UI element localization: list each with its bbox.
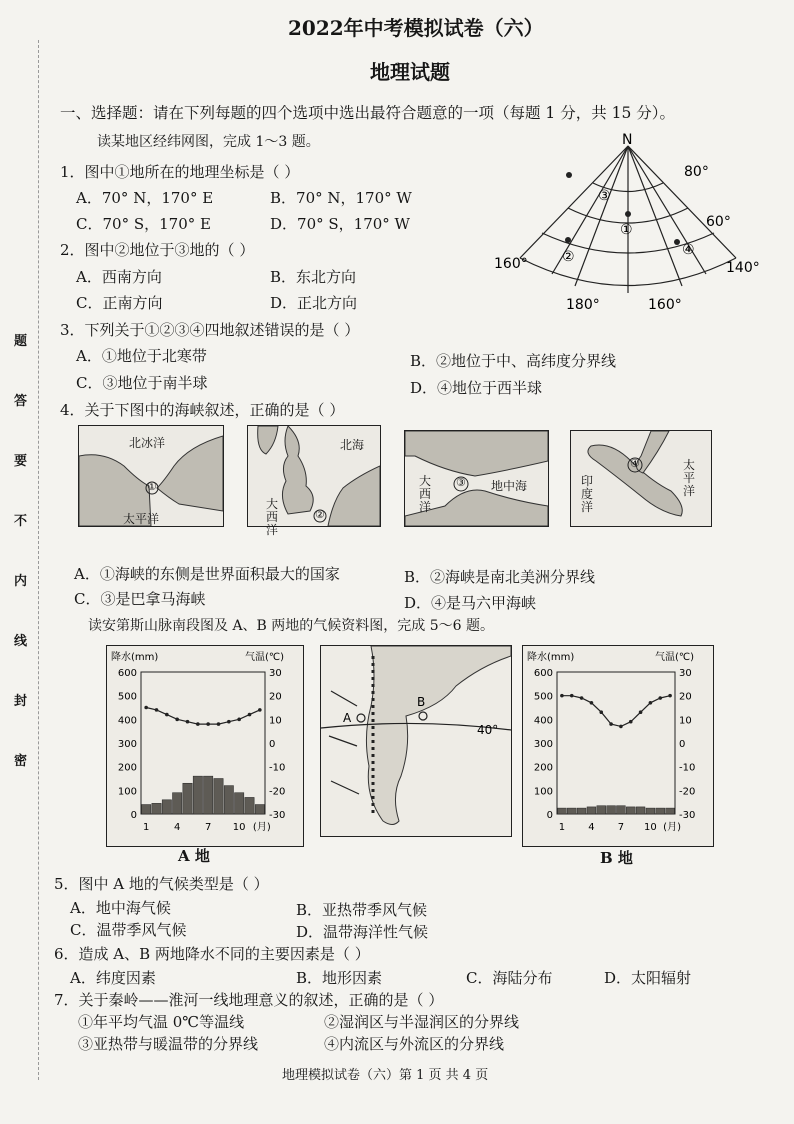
- temperature-point: [237, 718, 241, 722]
- precip-tick-label: 400: [117, 715, 137, 727]
- map-point-a: A: [343, 711, 352, 725]
- temp-tick-label: -10: [269, 762, 286, 774]
- month-unit-label: (月): [252, 822, 271, 833]
- precip-bar: [617, 806, 626, 814]
- climate-chart-a-svg: [107, 646, 303, 846]
- q6-option-d[interactable]: D．太阳辐射: [604, 969, 692, 987]
- point-2-label: ②: [562, 249, 575, 265]
- q6-option-a[interactable]: A．纬度因素: [70, 969, 156, 987]
- precip-bar: [214, 779, 223, 815]
- strait-2-mark: ②: [315, 508, 325, 521]
- q3-option-a[interactable]: A．①地位于北寒带: [76, 347, 207, 365]
- question-2: 2．图中②地位于③地的（ ）: [60, 241, 255, 259]
- strait-map-3: [404, 430, 549, 527]
- question-4: 4．关于下图中的海峡叙述，正确的是（ ）: [60, 401, 345, 419]
- point-4-label: ④: [682, 242, 695, 258]
- precip-bar: [224, 786, 233, 814]
- question-3: 3．下列关于①②③④四地叙述错误的是（ ）: [60, 321, 360, 339]
- temperature-point: [206, 722, 210, 726]
- q5-option-d[interactable]: D．温带海洋性气候: [296, 923, 429, 941]
- q3-option-c[interactable]: C．③地位于南半球: [76, 374, 208, 392]
- strait-1-mark: ①: [147, 480, 157, 493]
- section-heading: 一、选择题：请在下列每题的四个选项中选出最符合题意的一项（每题 1 分，共 15 分）。: [60, 104, 676, 122]
- precip-tick-label: 300: [533, 739, 553, 750]
- lon-160w-label: 160°: [494, 256, 528, 272]
- q2-option-d[interactable]: D．正北方向: [270, 294, 358, 312]
- month-tick-label: 1: [558, 822, 566, 833]
- strait-3-label-left: 大西洋: [419, 474, 432, 514]
- q4-option-c[interactable]: C．③是巴拿马海峡: [74, 590, 206, 608]
- precip-tick-label: 400: [533, 715, 553, 727]
- month-tick-label: 7: [204, 822, 212, 833]
- side-char: 线: [14, 634, 28, 649]
- temperature-point: [196, 722, 200, 726]
- temp-tick-label: -30: [269, 810, 286, 821]
- point-2-dot: [565, 237, 571, 243]
- q2-option-b[interactable]: B．东北方向: [270, 268, 357, 286]
- strait-4-mark: ④: [630, 457, 640, 470]
- strait-4-label-right: 太平洋: [683, 458, 696, 498]
- side-char: 不: [14, 514, 28, 529]
- north-label: N: [622, 132, 633, 148]
- lat-60-label: 60°: [706, 214, 731, 230]
- side-char: 答: [14, 394, 28, 409]
- precip-tick-label: 200: [533, 762, 553, 774]
- strait-2-label-left: 大西洋: [266, 497, 279, 537]
- lon-140-label: 140°: [726, 260, 760, 276]
- point-3-label: ③: [598, 188, 611, 204]
- precip-bar: [577, 808, 586, 814]
- q4-option-b[interactable]: B．②海峡是南北美洲分界线: [404, 568, 596, 586]
- precip-tick-label: 100: [533, 786, 553, 798]
- intro-text: 读某地区经纬网图，完成 1～3 题。: [97, 134, 320, 150]
- caption-a: A 地: [178, 847, 210, 865]
- precip-bar: [245, 797, 254, 814]
- point-4-dot: [674, 239, 680, 245]
- precip-bar: [162, 800, 171, 814]
- precip-bar: [626, 807, 635, 814]
- strait-4-label-left: 印度洋: [581, 474, 594, 514]
- question-5: 5．图中 A 地的气候类型是（ ）: [54, 875, 269, 893]
- precip-tick-label: 300: [117, 739, 137, 750]
- temp-tick-label: 20: [679, 691, 692, 703]
- andes-map-svg: [321, 646, 511, 836]
- precip-bar: [204, 776, 213, 814]
- q1-option-c[interactable]: C．70° S，170° E: [76, 215, 211, 233]
- precip-bar: [666, 808, 675, 814]
- precip-bar: [142, 805, 151, 814]
- temp-tick-label: -20: [679, 786, 696, 798]
- precip-tick-label: 600: [533, 668, 553, 679]
- precip-bar: [183, 783, 192, 814]
- question-7: 7．关于秦岭——淮河一线地理意义的叙述，正确的是（ ）: [54, 991, 444, 1009]
- precip-bar: [255, 805, 264, 814]
- month-unit-label: (月): [663, 822, 681, 833]
- q7-statement-2: ②湿润区与半湿润区的分界线: [324, 1013, 520, 1031]
- lon-160e-label: 160°: [648, 297, 682, 313]
- page-subtitle: 地理试题: [370, 60, 450, 84]
- page-footer: 地理模拟试卷（六）第 1 页 共 4 页: [282, 1068, 489, 1083]
- temperature-point: [629, 720, 633, 724]
- temp-tick-label: -10: [679, 762, 696, 774]
- temperature-point: [155, 708, 159, 712]
- precip-tick-label: 500: [533, 691, 553, 703]
- lon-180-label: 180°: [566, 297, 600, 313]
- temperature-point: [658, 696, 662, 700]
- side-char: 密: [14, 754, 28, 769]
- q7-statement-1: ①年平均气温 0℃等温线: [78, 1013, 245, 1031]
- month-tick-label: 7: [617, 822, 625, 833]
- precip-bar: [558, 808, 567, 814]
- temperature-point: [144, 706, 148, 710]
- temperature-point: [649, 701, 653, 705]
- temperature-point: [165, 713, 169, 717]
- temp-tick-label: 0: [269, 739, 276, 750]
- andes-map: [320, 645, 512, 837]
- q2-option-c[interactable]: C．正南方向: [76, 294, 163, 312]
- climate-chart-b-svg: [523, 646, 713, 846]
- temp-axis-label: 气温(℃): [245, 652, 285, 663]
- temp-tick-label: 30: [679, 668, 692, 679]
- q1-option-b[interactable]: B．70° N，170° W: [270, 189, 412, 207]
- binding-line: [38, 40, 39, 1080]
- precip-bar: [173, 793, 182, 814]
- side-char: 题: [14, 334, 28, 349]
- q1-option-d[interactable]: D．70° S，170° W: [270, 215, 410, 233]
- precip-bar: [587, 807, 596, 814]
- precip-bar: [152, 803, 161, 814]
- precip-bar: [646, 808, 655, 814]
- q5-option-c[interactable]: C．温带季风气候: [70, 921, 187, 939]
- q6-option-b[interactable]: B．地形因素: [296, 969, 383, 987]
- precip-bar: [193, 776, 202, 814]
- climate-chart-a: [106, 645, 304, 847]
- precip-bar: [607, 806, 616, 814]
- strait-map-1: [78, 425, 224, 527]
- temperature-point: [175, 718, 179, 722]
- climate-chart-b: [522, 645, 714, 847]
- plot-frame: [141, 672, 265, 814]
- q3-option-d[interactable]: D．④地位于西半球: [410, 379, 543, 397]
- q5-option-b[interactable]: B．亚热带季风气候: [296, 901, 428, 919]
- precip-bar: [636, 807, 645, 814]
- month-tick-label: 4: [588, 822, 595, 833]
- q1-option-a[interactable]: A．70° N，170° E: [76, 189, 214, 207]
- temp-tick-label: 20: [269, 691, 282, 703]
- temp-tick-label: 10: [679, 715, 692, 727]
- side-char: 要: [14, 454, 28, 469]
- point-1-dot: [625, 211, 631, 217]
- precip-bar: [235, 793, 244, 814]
- temperature-line: [146, 708, 260, 725]
- strait-3-mark: ③: [456, 476, 466, 489]
- side-char: 内: [14, 574, 28, 589]
- precip-axis-label: 降水(mm): [111, 652, 159, 663]
- q5-option-a[interactable]: A．地中海气候: [70, 899, 171, 917]
- precip-tick-label: 600: [117, 668, 137, 679]
- temperature-point: [217, 722, 221, 726]
- temperature-line: [562, 696, 670, 727]
- q4-option-d[interactable]: D．④是马六甲海峡: [404, 594, 537, 612]
- precip-tick-label: 200: [117, 762, 137, 774]
- graticule-map: [490, 128, 770, 318]
- q7-statement-3: ③亚热带与暖温带的分界线: [78, 1035, 259, 1053]
- page-title: 2022年中考模拟试卷（六）: [288, 16, 544, 40]
- precip-tick-label: 0: [546, 810, 553, 821]
- q6-option-c[interactable]: C．海陆分布: [466, 969, 553, 987]
- precip-tick-label: 500: [117, 691, 137, 703]
- point-3-dot: [566, 172, 572, 178]
- temperature-point: [580, 696, 584, 700]
- intro-text-2: 读安第斯山脉南段图及 A、B 两地的气候资料图，完成 5～6 题。: [88, 618, 495, 634]
- temperature-point: [248, 713, 252, 717]
- point-1-label: ①: [620, 222, 633, 238]
- month-tick-label: 4: [173, 822, 181, 833]
- temp-tick-label: 10: [269, 715, 282, 727]
- temperature-point: [590, 701, 594, 705]
- precip-tick-label: 0: [130, 810, 137, 821]
- precip-axis-label: 降水(mm): [527, 652, 575, 663]
- precip-bar: [656, 808, 665, 814]
- month-tick-label: 10: [232, 822, 246, 833]
- strait-3-label-right: 地中海: [491, 479, 528, 493]
- temperature-point: [258, 708, 262, 712]
- strait-map-2: [247, 425, 381, 537]
- map-lat-label: 40°: [477, 723, 499, 737]
- precip-bar: [567, 808, 576, 814]
- plot-frame: [557, 672, 675, 814]
- temp-tick-label: 30: [269, 668, 282, 679]
- temp-axis-label: 气温(℃): [655, 652, 695, 663]
- strait-2-label-top: 北海: [340, 438, 365, 452]
- temp-tick-label: -30: [679, 810, 696, 821]
- precip-tick-label: 100: [117, 786, 137, 798]
- temperature-point: [609, 722, 613, 726]
- temp-tick-label: 0: [679, 739, 686, 750]
- q4-option-a[interactable]: A．①海峡的东侧是世界面积最大的国家: [74, 565, 340, 583]
- strait-1-label-bottom: 太平洋: [123, 512, 160, 526]
- temperature-point: [619, 725, 623, 729]
- q2-option-a[interactable]: A．西南方向: [76, 268, 162, 286]
- q3-option-b[interactable]: B．②地位于中、高纬度分界线: [410, 352, 617, 370]
- strait-1-label-top: 北冰洋: [129, 436, 166, 450]
- month-tick-label: 10: [644, 822, 657, 833]
- side-char: 封: [14, 694, 28, 709]
- temperature-point: [186, 720, 190, 724]
- temperature-point: [639, 710, 643, 714]
- temperature-point: [668, 694, 672, 698]
- precip-bar: [597, 806, 606, 814]
- month-tick-label: 1: [142, 822, 150, 833]
- temperature-point: [570, 694, 574, 698]
- question-6: 6．造成 A、B 两地降水不同的主要因素是（ ）: [54, 945, 370, 963]
- temp-tick-label: -20: [269, 786, 286, 798]
- q7-statement-4: ④内流区与外流区的分界线: [324, 1035, 505, 1053]
- temperature-point: [599, 710, 603, 714]
- question-1: 1．图中①地所在的地理坐标是（ ）: [60, 163, 300, 181]
- lat-80-label: 80°: [684, 164, 709, 180]
- temperature-point: [227, 720, 231, 724]
- strait-map-4: [570, 430, 712, 527]
- caption-b: B 地: [600, 849, 633, 867]
- temperature-point: [560, 694, 564, 698]
- map-point-b: B: [417, 695, 426, 709]
